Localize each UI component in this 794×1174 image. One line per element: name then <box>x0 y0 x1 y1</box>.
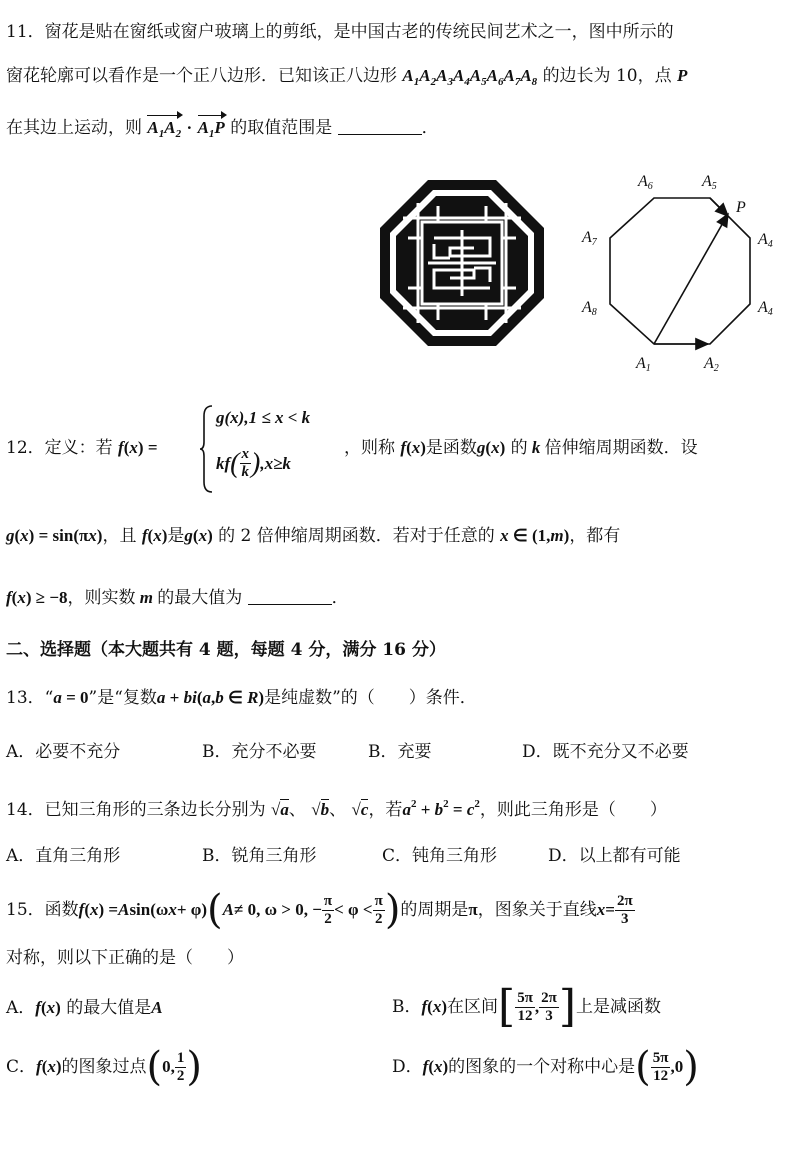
label-a1: A1 <box>636 355 651 374</box>
q12-case-2: kf ( $\frac{x}{k}$ ) , x ≥ k <box>216 446 291 480</box>
q14-option-c[interactable]: C．钝角三角形 <box>382 846 498 866</box>
q13-option-a[interactable]: A．必要不充分 <box>6 742 121 762</box>
label-a4: A4 <box>758 299 773 318</box>
q15-option-d[interactable]: D． f ( x ) 的图象的一个对称中心是 ( $\frac{5\pi}{12}$ ,0 ) <box>392 1044 699 1090</box>
vector-a1p: $A_1P$ <box>198 114 225 148</box>
q15-line-2: 对称，则以下正确的是（ ） <box>6 948 244 968</box>
q11-text-d: 的取值范围是 <box>230 118 333 138</box>
q15-option-c[interactable]: C． f ( x ) 的图象过点 ( 0, $\frac{1}{2}$ ) <box>6 1044 202 1090</box>
q15-stem: 15．函数 f ( x ) = A sin(ω x + φ) ( A ≠ 0, ω > 0, − $\frac{\pi}{2}$ < φ < $\frac{\pi}{2}$ ) 的周期是 π ，图象关于直线 x = $\frac{2\pi}{3}$ <box>6 887 633 933</box>
q12-line-1: 12．定义：若 f(x) = <box>6 438 158 458</box>
q13-option-b[interactable]: B．充分不必要 <box>202 742 317 762</box>
q13-option-d[interactable]: D．既不充分又不必要 <box>522 742 689 762</box>
label-a3: A4 <box>758 231 773 250</box>
vector-a1a2: $A_1A_2$ <box>147 114 181 148</box>
q12-line-2: g(x) = sin(πx)，且 f(x)是g(x) 的 2 倍伸缩周期函数．若对于任意的 x ∈ (1,m)，都有 <box>6 526 621 546</box>
q12-piecewise <box>200 404 350 494</box>
window-lattice-figure <box>378 178 546 348</box>
q14-option-a[interactable]: A．直角三角形 <box>6 846 121 866</box>
q11-point-p: P <box>677 66 688 85</box>
label-a7: A7 <box>582 229 597 248</box>
label-a8: A8 <box>582 299 597 318</box>
label-a6: A6 <box>638 173 653 192</box>
q13-option-c[interactable]: B．充要 <box>368 742 432 762</box>
q11-text-a: 窗花轮廓可以看作是一个正八边形．已知该正八边形 <box>6 66 397 86</box>
q11-text-c: 在其边上运动，则 <box>6 118 142 138</box>
q12-case-1: g(x),1 ≤ x < k <box>216 408 311 427</box>
q14-option-d[interactable]: D．以上都有可能 <box>548 846 681 866</box>
section-2-title: 二、选择题（本大题共有 4 题，每题 4 分，满分 16 分） <box>6 640 446 660</box>
q11-polygon-name: $A_1A_2A_3A_4A_5A_6A_7A_8$ <box>402 66 538 88</box>
answer-blank-12[interactable] <box>248 586 332 605</box>
q11-line-2 <box>6 62 687 96</box>
answer-blank-11[interactable] <box>338 116 422 135</box>
q11-line-1: 11．窗花是贴在窗纸或窗户玻璃上的剪纸，是中国古老的传统民间艺术之一，图中所示的 <box>6 22 674 42</box>
q15-option-b[interactable]: B． f ( x ) 在区间 [ $\frac{5\pi}{12}$ , $\frac{2\pi}{3}$ ] 上是减函数 <box>392 981 662 1032</box>
q14-stem: 14．已知三角形的三条边长分别为 √a、 √b、 √c，若$a^2 + b^2 = c^2$，则此三角形是（ ） <box>6 798 667 820</box>
brace-icon <box>200 404 214 494</box>
label-a2: A2 <box>704 355 719 374</box>
label-p: P <box>736 199 746 216</box>
q12-prefix: 12．定义：若 <box>6 438 113 458</box>
q15-option-a[interactable]: A．f(x) 的最大值是A <box>6 998 163 1018</box>
q11-text-b: 的边长为 10，点 <box>542 66 672 86</box>
octagon-diagram <box>578 168 784 374</box>
q13-stem: 13．“a = 0”是“复数a + bi(a,b ∈ R)是纯虚数”的（ ）条件． <box>6 688 477 708</box>
q14-option-b[interactable]: B．锐角三角形 <box>202 846 317 866</box>
q12-line-3: f(x) ≥ −8，则实数 m 的最大值为 ． <box>6 588 349 608</box>
q11-line-3: 在其边上运动，则 $A_1A_2 \cdot A_1P$ 的取值范围是 ． <box>6 114 439 148</box>
q12-line-1b: ，则称 f(x)是函数g(x) 的 k 倍伸缩周期函数．设 <box>344 438 698 458</box>
label-a5: A5 <box>702 173 717 192</box>
